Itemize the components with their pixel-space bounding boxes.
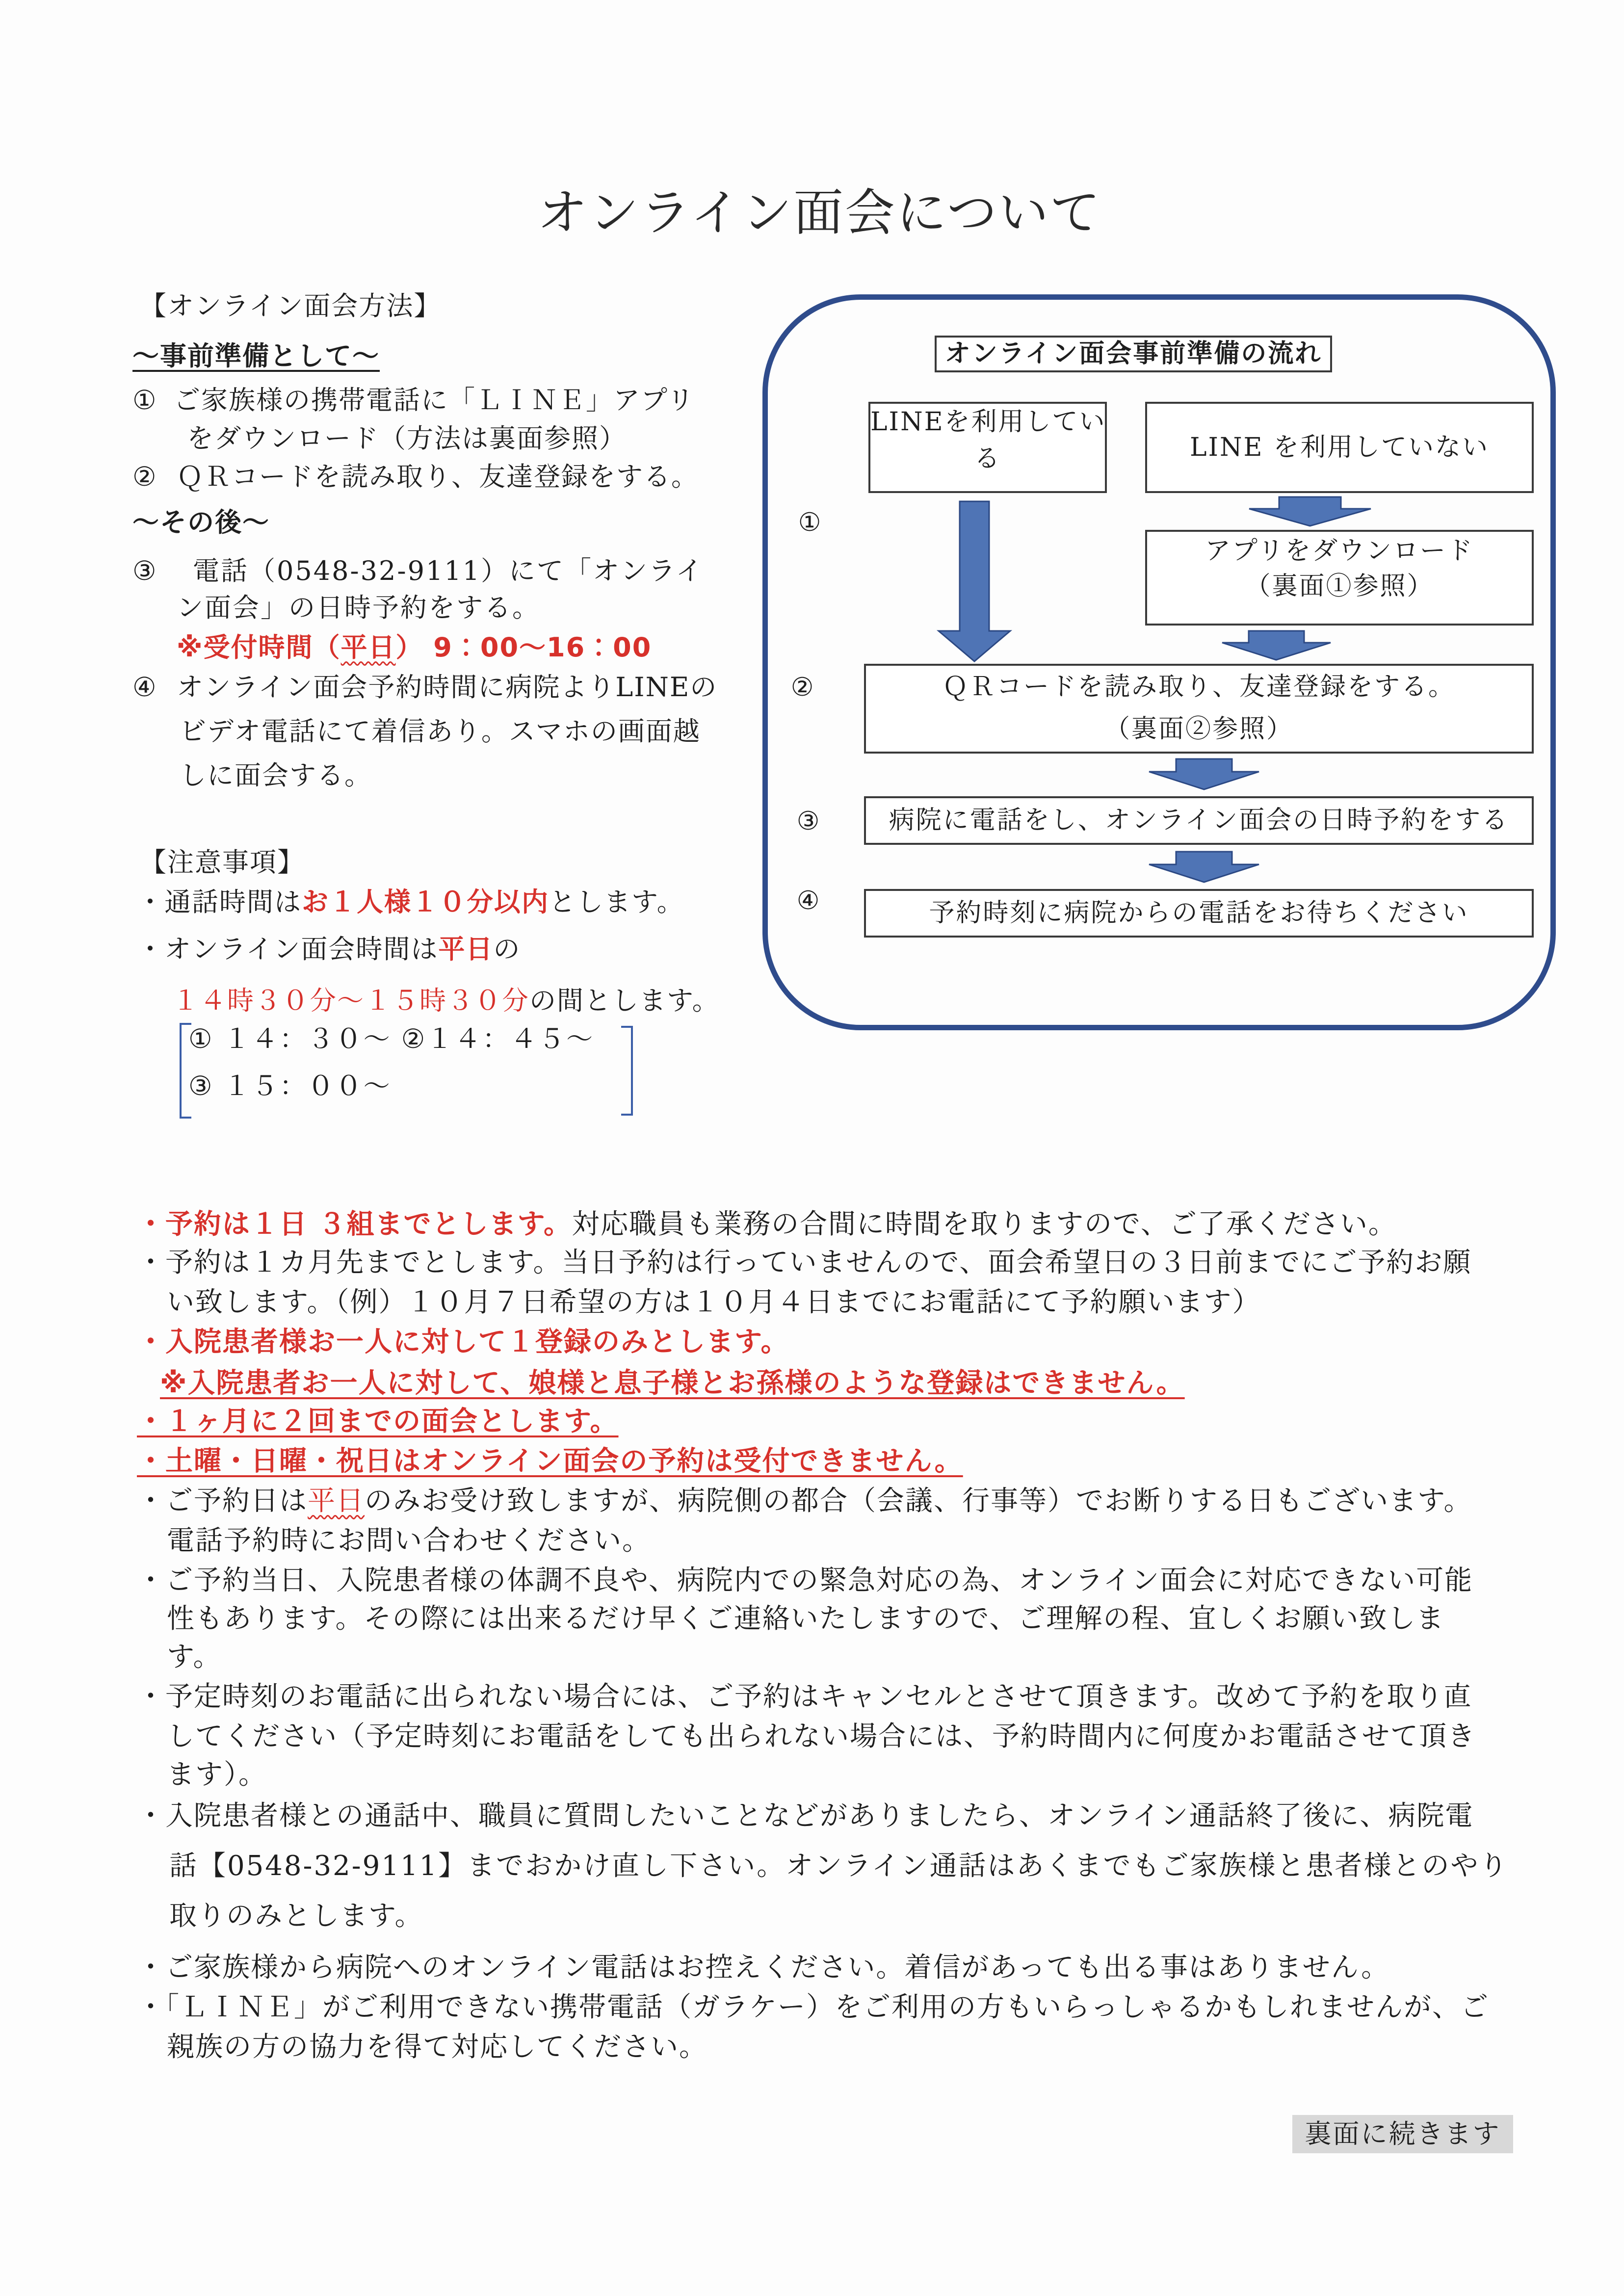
notice-11 [137, 1988, 1489, 2027]
caution-time-weekday: 平日 [438, 934, 494, 965]
notice-11-cont: 親族の方の協力を得て対応してください。 [167, 2031, 707, 2063]
step-4-text: オンライン面会予約時間に病院よりLINEの [177, 672, 718, 703]
notice-6 [137, 1482, 1472, 1521]
page-title: オンライン面会について [537, 184, 1101, 242]
notice-7 [137, 1561, 1473, 1600]
continued-on-back-label: 裏面に続きます [1292, 2115, 1513, 2153]
notice-11-text: 「ＬＩＮＥ」がご利用できない携帯電話（ガラケー）をご利用の方もいらっしゃるかもしれませんが、ご [165, 1991, 1489, 2023]
reception-hours-time: ） 9：00～16：00 [395, 632, 652, 663]
flow-long-down-arrow-icon [938, 500, 1011, 662]
caution-visit-time [137, 931, 521, 968]
step-3-text-cont: ン面会」の日時予約をする。 [177, 592, 540, 623]
flow-download-ref: （裏面①参照） [1245, 572, 1434, 601]
notice-4-line [137, 1406, 619, 1437]
bullet: ・ [137, 1208, 165, 1240]
notice-1 [137, 1205, 1397, 1244]
caution-time-range-hours: １４時３０分～１５時３０分 [172, 985, 529, 1016]
notice-7-cont: 性もあります。その際には出来るだけ早くご連絡いたしますので、ご理解の程、宜しくお願い致しま [167, 1603, 1445, 1635]
notice-1-text: 対応職員も業務の合間に時間を取りますので、ご了承ください。 [572, 1208, 1397, 1240]
notice-8 [137, 1677, 1472, 1717]
bullet: ・ [137, 887, 164, 917]
notice-3-text: 入院患者様お一人に対して１登録のみとします。 [165, 1326, 789, 1358]
caution-time-range [172, 982, 720, 1019]
flow-qr-ref: （裏面②参照） [1104, 714, 1293, 744]
flow-box-download [1145, 530, 1534, 626]
notice-10-text: ご家族様から病院へのオンライン電話はお控えください。着信があっても出る事はありません。 [165, 1952, 1390, 1983]
bullet: ・ [137, 1565, 165, 1596]
notice-2-cont: い致します。（例）１０月７日希望の方は１０月４日までにお電話にて予約願います） [167, 1286, 1261, 1318]
notice-2 [137, 1243, 1471, 1282]
caution-call-limit: お１人様１０分以内 [302, 887, 549, 917]
flow-qr-text: ＱＲコードを読み取り、友達登録をする。 [942, 672, 1455, 702]
prep-heading: ～事前準備として～ [132, 340, 380, 371]
notice-9-cont: 話【0548-32-9111】までおかけ直し下さい。オンライン通話はあくまでもご家族様と患者様とのやり [169, 1850, 1509, 1882]
bullet: ・ [137, 1485, 165, 1517]
step-2-text: ＱＲコードを読み取り、友達登録をする。 [177, 461, 699, 492]
notice-4-text: １ヶ月に２回までの面会とします。 [165, 1406, 619, 1437]
notice-8-cont: してください（予定時刻にお電話をしても出られない場合には、予約時間内に何度かお電話させて頂き [167, 1721, 1476, 1752]
reception-hours-prefix: ※受付時間（ [177, 632, 341, 663]
bullet: ・ [137, 1991, 165, 2023]
bullet: ・ [137, 1326, 165, 1358]
flow-down-arrow-icon [1148, 851, 1260, 883]
notice-5-text: 土曜・日曜・祝日はオンライン面会の予約は受付できません。 [165, 1445, 963, 1477]
notice-7-text: ご予約当日、入院患者様の体調不良や、病院内での緊急対応の為、オンライン面会に対応できない可能 [165, 1565, 1473, 1596]
method-heading: 【オンライン面会方法】 [140, 290, 442, 321]
caution-call-post: とします。 [549, 887, 684, 917]
caution-time-pre: オンライン面会時間は [164, 934, 439, 965]
cautions-heading: 【注意事項】 [140, 847, 305, 878]
notice-1-emphasis: 予約は１日 ３組までとします。 [165, 1208, 573, 1240]
flow-marker-3: ③ [796, 807, 820, 836]
step-4-text-cont-2: しに面会する。 [180, 760, 372, 791]
caution-time-range-post: の間とします。 [529, 985, 720, 1016]
step-1-text-cont: をダウンロード（方法は裏面参照） [187, 423, 627, 454]
flow-down-arrow-icon [1248, 496, 1372, 527]
flow-download-text: アプリをダウンロード [1205, 536, 1474, 566]
notice-6-cont: 電話予約時にお問い合わせください。 [167, 1525, 651, 1557]
notice-5 [137, 1442, 963, 1481]
time-slots-line-2: ③ １５：００～ [188, 1070, 392, 1101]
bullet: ・ [137, 1247, 165, 1278]
notice-8-cont-2: ます）。 [167, 1759, 267, 1791]
flow-down-arrow-icon [1221, 630, 1332, 661]
bullet: ・ [137, 1445, 165, 1477]
slots-bracket-right [621, 1026, 633, 1116]
flow-uses-line-text: LINEを利用してい [870, 407, 1106, 437]
caution-time-post: の [493, 934, 521, 965]
notice-5-line [137, 1445, 963, 1477]
notice-9 [137, 1797, 1473, 1836]
flow-box-wait: 予約時刻に病院からの電話をお待ちください [864, 889, 1534, 938]
bullet: ・ [137, 1952, 165, 1983]
step-4-text-cont: ビデオ電話にて着信あり。スマホの画面越 [180, 716, 701, 747]
notice-6-post: のみお受け致しますが、病院側の都合（会議、行事等）でお断りする日もございます。 [365, 1485, 1472, 1517]
step-1-text: ご家族様の携帯電話に「ＬＩＮＥ」アプリ [174, 385, 695, 416]
notice-6-pre: ご予約日は [165, 1485, 308, 1517]
after-heading: ～その後～ [132, 507, 270, 538]
bullet: ・ [137, 934, 164, 965]
step-4-marker: ④ [132, 672, 157, 703]
reception-hours-weekday: 平日 [341, 632, 396, 663]
flow-marker-4: ④ [796, 886, 820, 915]
notice-3 [137, 1323, 789, 1362]
bullet: ・ [137, 1800, 165, 1832]
notice-7-cont-2: す。 [167, 1641, 222, 1673]
notice-2-text: 予約は１カ月先までとします。当日予約は行っていませんので、面会希望日の３日前までにご予約お願 [165, 1247, 1472, 1278]
flow-marker-2: ② [790, 673, 814, 702]
notice-6-weekday: 平日 [308, 1485, 365, 1517]
caution-call-duration [137, 884, 684, 921]
time-slots-line-1: ① １４：３０～ ②１４：４５～ [188, 1023, 595, 1054]
notice-3-note: ※入院患者お一人に対して、娘様と息子様とお孫様のような登録はできません。 [160, 1367, 1185, 1399]
flow-marker-1: ① [798, 508, 821, 537]
reception-hours [177, 629, 652, 666]
flow-down-arrow-icon [1148, 758, 1260, 790]
step-3-marker: ③ [132, 555, 157, 586]
caution-call-pre: 通話時間は [164, 887, 302, 917]
flow-box-uses-line [868, 402, 1107, 493]
notice-9-text: 入院患者様との通話中、職員に質問したいことなどがありましたら、オンライン通話終了後に、病院電 [165, 1800, 1474, 1832]
step-2-marker: ② [132, 461, 157, 492]
flow-box-call: 病院に電話をし、オンライン面会の日時予約をする [864, 796, 1534, 845]
flow-box-qr [864, 664, 1534, 754]
flow-title: オンライン面会事前準備の流れ [935, 336, 1332, 372]
notice-3-cont [160, 1364, 1185, 1403]
notice-8-text: 予定時刻のお電話に出られない場合には、ご予約はキャンセルとさせて頂きます。改めて予約を取り直 [165, 1681, 1472, 1713]
notice-9-cont-2: 取りのみとします。 [169, 1900, 423, 1932]
notice-10 [137, 1948, 1389, 1987]
flow-box-no-line: LINE を利用していない [1145, 402, 1534, 493]
notice-4 [137, 1402, 619, 1441]
flow-uses-line-text-cont: る [974, 444, 1001, 473]
bullet: ・ [137, 1681, 165, 1713]
bullet: ・ [137, 1406, 165, 1437]
step-1-marker: ① [132, 385, 157, 416]
step-3-text: 電話（0548-32-9111）にて「オンライ [193, 555, 704, 586]
